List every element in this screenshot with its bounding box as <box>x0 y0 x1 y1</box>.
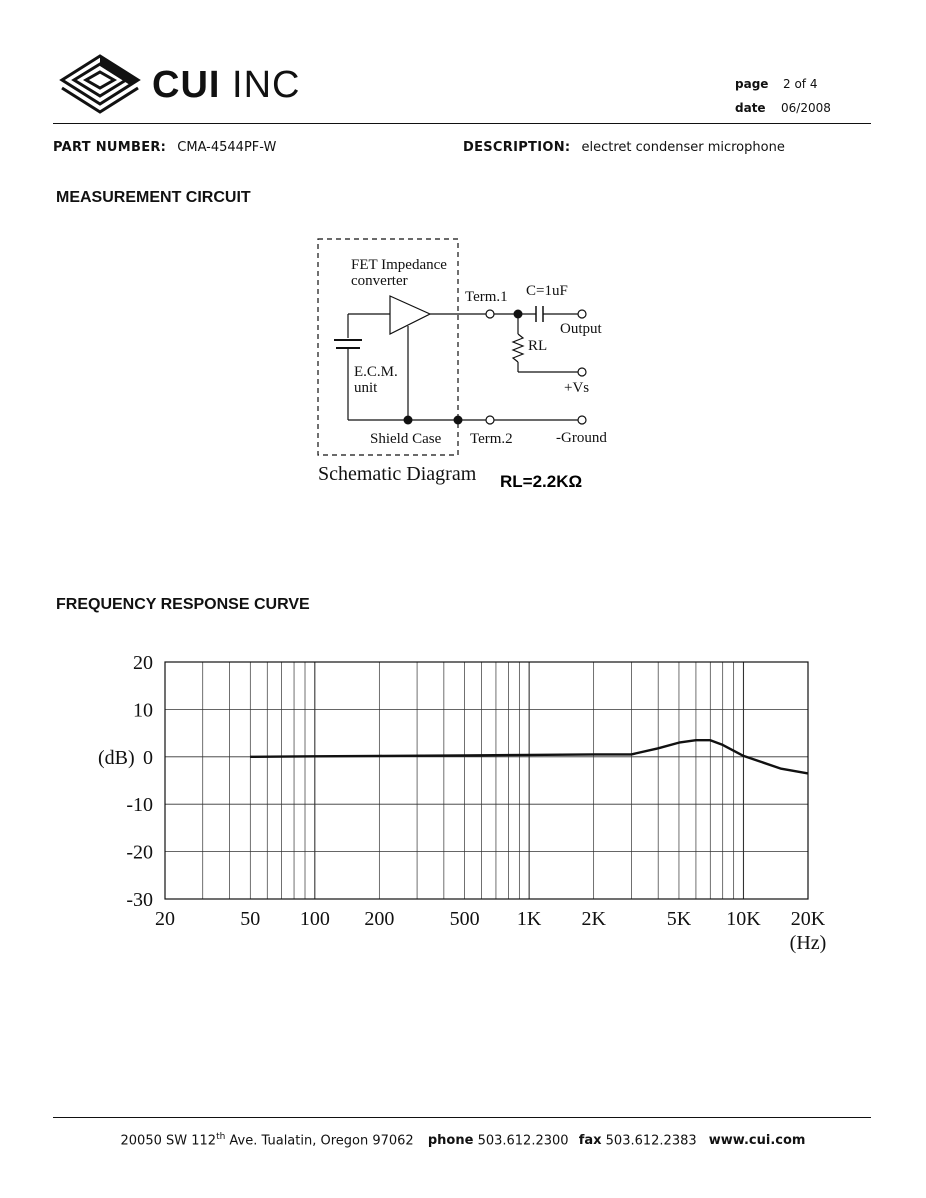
term2-node <box>486 416 494 424</box>
footer-phone: 503.612.2300 <box>477 1133 569 1149</box>
header-rule <box>53 123 871 124</box>
page-label: page <box>735 77 769 91</box>
description <box>463 136 785 155</box>
page-value: 2 of 4 <box>783 77 818 91</box>
ecm-label-line1: E.C.M. <box>354 364 398 380</box>
term1-node <box>486 310 494 318</box>
x-tick-label: 2K <box>581 908 606 930</box>
footer-address-post: Ave. Tualatin, Oregon 97062 <box>225 1133 414 1149</box>
output-node <box>578 310 586 318</box>
brand-light: INC <box>232 64 301 106</box>
rl-label: RL <box>528 338 548 354</box>
ecm-label-line2: unit <box>354 380 378 396</box>
footer-address-pre: 20050 SW 112 <box>120 1133 217 1149</box>
ground-node <box>578 416 586 424</box>
footer-rule <box>53 1117 871 1118</box>
y-tick-label: -30 <box>126 889 153 911</box>
fet-label-line2: converter <box>351 273 408 289</box>
y-tick-label: 20 <box>133 652 153 674</box>
vs-label: +Vs <box>564 380 590 396</box>
cui-logo-icon <box>58 52 142 116</box>
term1-label: Term.1 <box>465 289 508 305</box>
y-tick-label: 10 <box>133 699 153 722</box>
y-tick-label: -20 <box>126 841 153 864</box>
term2-label: Term.2 <box>470 431 513 447</box>
brand-bold: CUI <box>152 64 221 106</box>
part-number <box>53 136 276 155</box>
x-tick-label: 200 <box>364 908 395 930</box>
footer <box>0 1132 926 1148</box>
part-number-value: CMA-4544PF-W <box>177 140 277 155</box>
part-number-label: PART NUMBER: <box>53 140 167 155</box>
section-title-frequency: FREQUENCY RESPONSE CURVE <box>56 596 310 613</box>
x-tick-label: 10K <box>726 908 761 930</box>
date-label: date <box>735 101 766 115</box>
resistor-icon <box>513 334 523 362</box>
y-tick-label: -10 <box>126 794 153 817</box>
y-axis-label: (dB) <box>98 746 135 769</box>
fet-amplifier-icon <box>390 296 430 334</box>
x-tick-label: 50 <box>240 908 261 930</box>
fet-label-line1: FET Impedance <box>351 257 447 273</box>
plot-frame <box>165 662 808 899</box>
ground-label: -Ground <box>556 430 607 446</box>
vs-node <box>578 368 586 376</box>
footer-web[interactable]: www.cui.com <box>708 1133 806 1149</box>
x-tick-label: 5K <box>666 908 692 930</box>
x-tick-label: 20 <box>155 908 175 930</box>
output-label: Output <box>560 321 602 337</box>
description-label: DESCRIPTION: <box>463 140 571 155</box>
section-title-circuit: MEASUREMENT CIRCUIT <box>56 189 251 206</box>
x-tick-label: 20K <box>790 908 826 930</box>
footer-fax-label: fax <box>578 1133 602 1149</box>
frequency-response-chart <box>0 640 926 960</box>
footer-address-sup: th <box>216 1132 226 1142</box>
schematic-diagram <box>300 230 640 500</box>
x-tick-label: 100 <box>299 908 330 930</box>
company-logo <box>58 52 328 122</box>
footer-fax: 503.612.2383 <box>605 1133 697 1149</box>
schematic-caption: Schematic Diagram <box>318 463 477 485</box>
footer-phone-label: phone <box>427 1133 474 1149</box>
date-value: 06/2008 <box>781 101 831 115</box>
y-tick-label: 0 <box>143 746 153 769</box>
x-axis-label: (Hz) <box>789 932 827 954</box>
description-value: electret condenser microphone <box>581 140 785 155</box>
rl-value: RL=2.2KΩ <box>500 472 583 491</box>
shield-label: Shield Case <box>370 431 442 447</box>
capacitor-label: C=1uF <box>526 283 568 299</box>
x-tick-label: 500 <box>449 908 480 930</box>
x-tick-label: 1K <box>516 908 542 930</box>
